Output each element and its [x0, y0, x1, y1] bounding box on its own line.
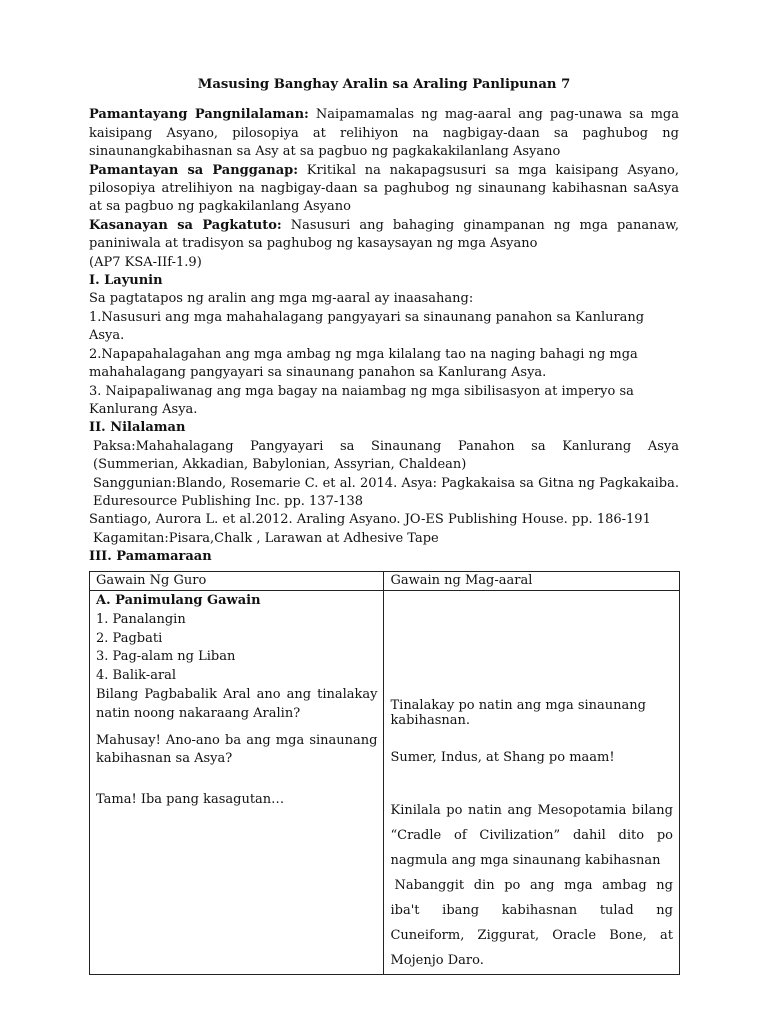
step-item: 2. Pagbati — [96, 630, 163, 646]
student-answer: Sumer, Indus, at Shang po maam! — [390, 750, 615, 765]
section-heading: A. Panimulang Gawain — [96, 593, 261, 608]
kasanayan-sa-pagkatuto — [89, 217, 679, 254]
lesson-procedure-table — [89, 571, 680, 975]
mag-aaral-cell — [384, 591, 680, 975]
kasanayan-text: Nasusuri ang bahaging ginampanan ng mga pananaw, paniniwala at tradisyon sa paghubog ng kasaysayan ng mga Asyano — [89, 217, 679, 252]
guro-question: Mahusay! Ano-ano ba ang mga sinaunang kabihasnan sa Asya? — [96, 732, 378, 767]
sanggunian-santiago: Santiago, Aurora L. et al.2012. Araling Asyano. JO-ES Publishing House. pp. 186-191 — [89, 512, 651, 528]
step-item: 1. Panalangin — [96, 611, 186, 627]
table-row — [90, 591, 680, 975]
layunin-item: 1.Nasusuri ang mga mahahalagang pangyayari sa sinaunang panahon sa Kanlurang Asya. — [89, 309, 645, 344]
column-header-mag-aaral: Gawain ng Mag-aaral — [384, 572, 680, 591]
layunin-item: 3. Naipapaliwanag ang mga bagay na naiambag ng mga sibilisasyon at imperyo sa Kanlurang Asya. — [89, 383, 634, 417]
student-answer: Tinalakay po natin ang mga sinaunang kabihasnan. — [390, 698, 646, 728]
table-header-row — [90, 572, 680, 591]
kagamitan: Kagamitan:Pisara,Chalk , Larawan at Adhesive Tape — [93, 530, 439, 546]
layunin-heading: I. Layunin — [89, 273, 163, 289]
step-item: 3. Pag-alam ng Liban — [96, 649, 236, 665]
nilalaman-heading: II. Nilalaman — [89, 420, 186, 436]
pamantayang-pangnilalaman-label: Pamantayang Pangnilalaman: — [89, 107, 309, 123]
guro-cell — [90, 591, 384, 975]
pamantayang-pangnilalaman-text: Naipamamalas ng mag-aaral ang pag-unawa sa mga kaisipang Asyano, pilosopiya at relihiyon na nagbigay-daan sa paghubog ng sinaunangkabihasnan sa Asy at sa pagbuo ng pagkakakilanlang Asyano — [89, 107, 679, 160]
pamantayan-sa-pagganap-label: Pamantayan sa Pangganap: — [89, 162, 299, 178]
guro-question: Tama! Iba pang kasagutan… — [96, 792, 285, 808]
pamamaraan-heading: III. Pamamaraan — [89, 549, 212, 565]
step-item: 4. Balik-aral — [96, 668, 177, 684]
layunin-item: 2.Napapahalagahan ang mga ambag ng mga kilalang tao na naging bahagi ng mga mahahalagang pangyayari sa sinaunang panahon sa Kanlurang Asya. — [89, 346, 638, 381]
pamantayan-sa-pagganap — [89, 162, 679, 217]
column-header-guro: Gawain Ng Guro — [90, 572, 384, 591]
student-answer: Nabanggit din po ang mga ambag ng iba't ibang kabihasnan tulad ng Cuneiform, Ziggurat, Oracle Bone, at Mojenjo Daro. — [390, 878, 673, 969]
sanggunian: Sanggunian:Blando, Rosemarie C. et al. 2014. Asya: Pagkakaisa sa Gitna ng Pagkakaiba. Eduresource Publishing Inc. pp. 137-138 — [93, 475, 679, 509]
student-answer: Kinilala po natin ang Mesopotamia bilang “Cradle of Civilization” dahil dito po nagmula ang mga sinaunang kabihasnan — [390, 803, 673, 869]
competency-code: (AP7 KSA-IIf-1.9) — [89, 254, 202, 270]
pamantayang-pangnilalaman — [89, 106, 679, 161]
kasanayan-label: Kasanayan sa Pagkatuto: — [89, 217, 282, 233]
guro-question: Bilang Pagbabalik Aral ano ang tinalakay natin noong nakaraang Aralin? — [96, 686, 378, 721]
pamantayan-sa-pagganap-text: Kritikal na nakapagsusuri sa mga kaisipang Asyano, pilosopiya atrelihiyon na nagbigay-daan sa paghubog ng sinaunang kabihasnan saAsya at sa pagbuo ng pagkakilanlang Asyano — [89, 162, 679, 215]
paksa: Paksa:Mahahalagang Pangyayari sa Sinaunang Panahon sa Kanlurang Asya (Summerian, Akkadian, Babylonian, Assyrian, Chaldean) — [93, 438, 679, 473]
layunin-intro: Sa pagtatapos ng aralin ang mga mg-aaral ay inaasahang: — [89, 291, 474, 307]
document-title: Masusing Banghay Aralin sa Araling Panlipunan 7 — [197, 77, 571, 92]
